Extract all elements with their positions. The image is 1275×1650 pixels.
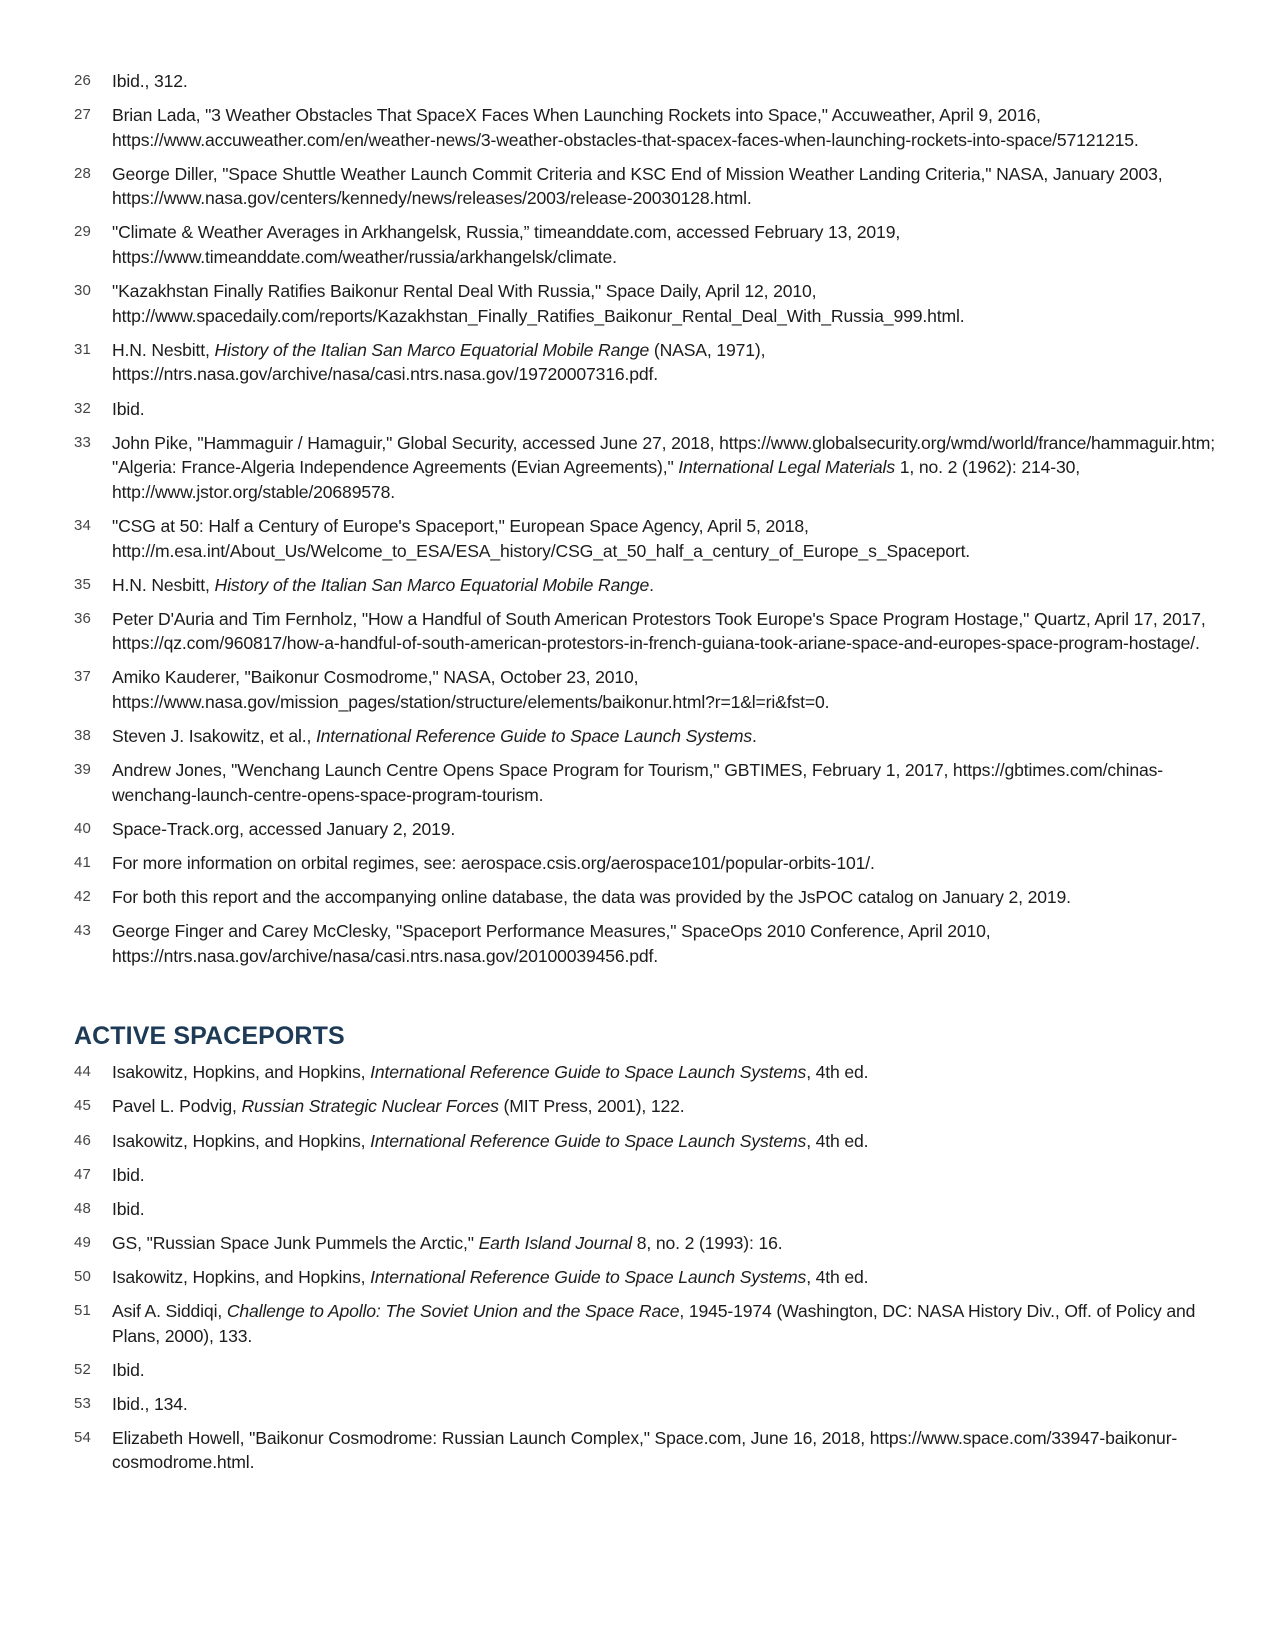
- endnote-text: [112, 885, 1215, 910]
- endnote-text-segment: Brian Lada, "3 Weather Obstacles That SpaceX Faces When Launching Rockets into Space," Accuweather, April 9, 2016, https://www.accuweather.com/en/weather-news/3-weather-obstacles-that-spacex-faces-when-launching-rockets-into-space/57121215.: [112, 105, 1139, 150]
- endnote-number: 40: [74, 819, 92, 837]
- endnote-text-segment: , 4th ed.: [806, 1062, 869, 1083]
- endnote-item: [74, 1358, 1215, 1383]
- endnote-item: [74, 431, 1215, 505]
- endnote-item: [74, 607, 1215, 656]
- endnote-text: [112, 1231, 1215, 1256]
- endnote-number: 29: [74, 223, 92, 241]
- endnote-number: 43: [74, 922, 92, 940]
- endnote-text-segment: George Finger and Carey McClesky, "Spaceport Performance Measures," SpaceOps 2010 Conference, April 2010, https://ntrs.nasa.gov/archive/nasa/casi.ntrs.nasa.gov/20100039456.pdf.: [112, 921, 991, 966]
- endnote-item: [74, 1094, 1215, 1119]
- endnote-text-segment: "CSG at 50: Half a Century of Europe's Spaceport," European Space Agency, April 5, 2018, http://m.esa.int/About_Us/Welcome_to_ESA/ESA_history/CSG_at_50_half_a_century_of_Europe_s_Spaceport.: [112, 515, 971, 561]
- endnote-number: 36: [74, 609, 92, 627]
- endnote-text-segment: GS, "Russian Space Junk Pummels the Arctic,": [112, 1232, 479, 1253]
- endnote-number: 54: [74, 1428, 92, 1446]
- endnote-item: [74, 103, 1215, 152]
- endnote-text: [112, 514, 1215, 563]
- endnote-number: 49: [74, 1233, 92, 1251]
- endnote-text-segment: Steven J. Isakowitz, et al.,: [112, 726, 316, 747]
- endnote-text: [112, 69, 1215, 94]
- endnote-number: 48: [74, 1199, 92, 1217]
- endnote-text: [112, 431, 1215, 505]
- endnote-text: [112, 665, 1215, 714]
- endnote-number: 38: [74, 727, 92, 745]
- endnote-text: [112, 758, 1215, 807]
- endnote-item: [74, 724, 1215, 749]
- endnote-italic-title: Russian Strategic Nuclear Forces: [241, 1096, 499, 1117]
- endnote-item: [74, 1426, 1215, 1475]
- endnote-text: [112, 851, 1215, 876]
- endnote-number: 28: [74, 164, 92, 182]
- endnote-number: 41: [74, 853, 92, 871]
- endnote-text: [112, 1060, 1215, 1085]
- endnote-text: [112, 817, 1215, 842]
- endnote-number: 37: [74, 668, 92, 686]
- endnote-item: [74, 851, 1215, 876]
- endnote-item: [74, 665, 1215, 714]
- endnote-italic-title: Challenge to Apollo: The Soviet Union and the Space Race: [226, 1300, 680, 1321]
- endnote-italic-title: International Reference Guide to Space Launch Systems: [370, 1062, 807, 1083]
- endnote-text-segment: , 4th ed.: [806, 1130, 869, 1151]
- endnote-text-segment: For both this report and the accompanying online database, the data was provided by the JsPOC catalog on January 2, 2019.: [112, 887, 1071, 908]
- endnote-text: [112, 220, 1215, 269]
- endnote-text: [112, 1197, 1215, 1222]
- endnote-italic-title: International Reference Guide to Space Launch Systems: [315, 726, 753, 747]
- endnote-item: [74, 279, 1215, 328]
- endnote-item: [74, 338, 1215, 387]
- endnote-text-segment: "Kazakhstan Finally Ratifies Baikonur Rental Deal With Russia," Space Daily, April 12, 2010, http://www.spacedaily.com/reports/Kazakhstan_Finally_Ratifies_Baikonur_Rental_Deal_With_Russia_999.html.: [112, 281, 965, 326]
- endnote-text-segment: , 4th ed.: [806, 1266, 869, 1287]
- endnote-text: [112, 1094, 1215, 1119]
- endnote-number: 51: [74, 1301, 92, 1319]
- endnote-item: [74, 573, 1215, 598]
- endnote-text-segment: Ibid.: [112, 1198, 145, 1219]
- endnote-text-segment: "Climate & Weather Averages in Arkhangelsk, Russia,” timeanddate.com, accessed February 13, 2019, https://www.timeanddate.com/weather/russia/arkhangelsk/climate.: [112, 222, 901, 268]
- endnote-item: [74, 1197, 1215, 1222]
- endnote-text: [112, 1358, 1215, 1383]
- endnote-text-segment: Ibid., 134.: [112, 1393, 188, 1414]
- endnote-item: [74, 162, 1215, 211]
- endnote-number: 30: [74, 282, 92, 300]
- endnote-text: [112, 162, 1215, 211]
- endnote-text-segment: (MIT Press, 2001), 122.: [498, 1096, 685, 1117]
- endnote-number: 44: [74, 1063, 92, 1081]
- endnote-text-segment: Peter D'Auria and Tim Fernholz, "How a Handful of South American Protestors Took Europe's Space Program Hostage," Quartz, April 17, 2017, https://qz.com/960817/how-a-handful-of-south-american-protestors-in-french-guiana-took-ariane-space-and-europes-space-program-hostage/.: [112, 608, 1206, 654]
- endnote-item: [74, 817, 1215, 842]
- endnote-italic-title: History of the Italian San Marco Equatorial Mobile Range: [214, 339, 650, 360]
- endnote-text: [112, 1129, 1215, 1154]
- endnote-text: [112, 1392, 1215, 1417]
- endnote-item: [74, 1129, 1215, 1154]
- endnote-number: 47: [74, 1165, 92, 1183]
- endnote-text-segment: Ibid.: [112, 1359, 145, 1380]
- endnote-text-segment: Isakowitz, Hopkins, and Hopkins,: [112, 1266, 371, 1287]
- endnote-text-segment: Isakowitz, Hopkins, and Hopkins,: [112, 1130, 371, 1151]
- endnote-text: [112, 1265, 1215, 1290]
- endnote-italic-title: International Legal Materials: [678, 457, 895, 478]
- endnote-number: 31: [74, 340, 92, 358]
- endnote-text: [112, 1426, 1215, 1475]
- endnote-text: [112, 607, 1215, 656]
- endnote-item: [74, 514, 1215, 563]
- endnote-text-segment: Ibid.: [112, 1164, 145, 1185]
- endnote-text-segment: Space-Track.org, accessed January 2, 2019.: [112, 818, 456, 839]
- endnote-number: 53: [74, 1394, 92, 1412]
- endnote-item: [74, 397, 1215, 422]
- endnote-text-segment: George Diller, "Space Shuttle Weather Launch Commit Criteria and KSC End of Mission Weather Landing Criteria," NASA, January 2003, https://www.nasa.gov/centers/kennedy/news/releases/2003/release-20030128.html.: [112, 163, 1163, 209]
- endnote-text-segment: H.N. Nesbitt,: [112, 574, 215, 595]
- endnote-item: [74, 1231, 1215, 1256]
- endnotes-list: [74, 69, 1215, 968]
- endnote-item: [74, 919, 1215, 968]
- endnote-item: [74, 220, 1215, 269]
- endnote-item: [74, 1060, 1215, 1085]
- endnote-number: 34: [74, 516, 92, 534]
- endnote-italic-title: History of the Italian San Marco Equatorial Mobile Range: [214, 574, 650, 595]
- endnote-text-segment: Isakowitz, Hopkins, and Hopkins,: [112, 1062, 371, 1083]
- endnote-italic-title: Earth Island Journal: [478, 1232, 633, 1253]
- endnote-text: [112, 279, 1215, 328]
- endnote-text-segment: Asif A. Siddiqi,: [112, 1300, 227, 1321]
- endnote-number: 42: [74, 888, 92, 906]
- endnote-text-segment: Ibid., 312.: [112, 71, 188, 91]
- endnote-item: [74, 69, 1215, 94]
- endnote-item: [74, 1392, 1215, 1417]
- endnote-item: [74, 1265, 1215, 1290]
- endnote-text-segment: For more information on orbital regimes, see: aerospace.csis.org/aerospace101/popular-orbits-101/.: [112, 852, 875, 873]
- endnote-text: [112, 919, 1215, 968]
- endnote-text-segment: H.N. Nesbitt,: [112, 339, 215, 360]
- endnote-italic-title: International Reference Guide to Space Launch Systems: [370, 1130, 807, 1151]
- endnote-text-segment: Pavel L. Podvig,: [112, 1096, 242, 1117]
- section-heading: ACTIVE SPACEPORTS: [74, 1022, 345, 1051]
- endnote-number: 26: [74, 72, 92, 89]
- endnote-text: [112, 1299, 1215, 1348]
- endnote-number: 39: [74, 761, 92, 779]
- endnote-text-segment: Amiko Kauderer, "Baikonur Cosmodrome," NASA, October 23, 2010, https://www.nasa.gov/mission_pages/station/structure/elements/baikonur.html?r=1&l=ri&fst=0.: [112, 667, 830, 712]
- endnote-item: [74, 1163, 1215, 1188]
- endnote-italic-title: International Reference Guide to Space Launch Systems: [370, 1266, 807, 1287]
- endnote-text-segment: .: [649, 574, 654, 595]
- endnote-number: 46: [74, 1131, 92, 1149]
- endnote-text-segment: Andrew Jones, "Wenchang Launch Centre Opens Space Program for Tourism," GBTIMES, February 1, 2017, https://gbtimes.com/chinas-wenchang-launch-centre-opens-space-program-tourism.: [112, 760, 1164, 805]
- endnote-text-segment: (NASA, 1971), https://ntrs.nasa.gov/archive/nasa/casi.ntrs.nasa.gov/19720007316.pdf.: [112, 339, 766, 385]
- endnote-number: 32: [74, 399, 92, 417]
- endnote-number: 45: [74, 1097, 92, 1115]
- endnotes-list-active-spaceports: [74, 1060, 1215, 1475]
- endnote-text: [112, 724, 1215, 749]
- endnote-text: [112, 1163, 1215, 1188]
- endnote-text-segment: .: [752, 726, 757, 747]
- endnote-text-segment: , 1945-1974 (Washington, DC: NASA History Div., Off. of Policy and Plans, 2000), 133.: [112, 1300, 1196, 1346]
- endnote-number: 33: [74, 433, 92, 451]
- endnote-text-segment: Ibid.: [112, 398, 145, 419]
- endnote-text: [112, 103, 1215, 152]
- endnote-item: [74, 1299, 1215, 1348]
- endnote-number: 50: [74, 1267, 92, 1285]
- endnote-number: 52: [74, 1360, 92, 1378]
- endnote-item: [74, 758, 1215, 807]
- endnote-text-segment: Elizabeth Howell, "Baikonur Cosmodrome: Russian Launch Complex," Space.com, June 16, 2018, https://www.space.com/33947-baikonur-cosmodrome.html.: [112, 1427, 1178, 1473]
- endnote-text-segment: John Pike, "Hammaguir / Hamaguir," Global Security, accessed June 27, 2018, https://www.globalsecurity.org/wmd/world/france/hammaguir.htm; "Algeria: France-Algeria Independence Agreements (Evian Agreements),": [112, 432, 1215, 478]
- endnote-text: [112, 397, 1215, 422]
- endnote-text-segment: 1, no. 2 (1962): 214-30, http://www.jstor.org/stable/20689578.: [112, 457, 1080, 502]
- endnote-number: 27: [74, 106, 92, 124]
- endnote-text-segment: 8, no. 2 (1993): 16.: [632, 1232, 783, 1253]
- endnote-number: 35: [74, 575, 92, 593]
- endnote-text: [112, 573, 1215, 598]
- endnote-text: [112, 338, 1215, 387]
- endnote-item: [74, 885, 1215, 910]
